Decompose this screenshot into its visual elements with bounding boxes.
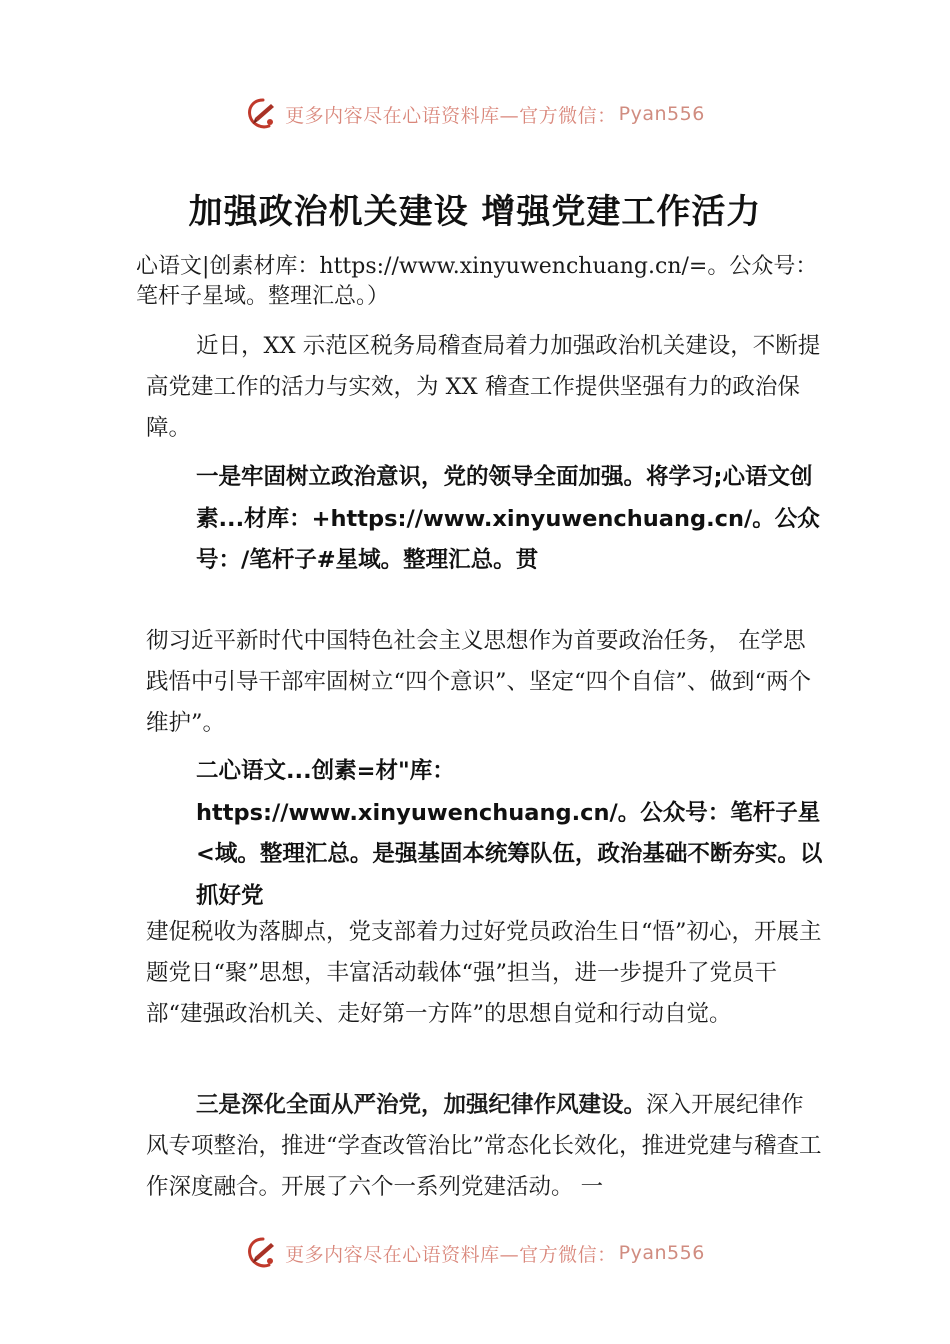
section-three-heading: 三是深化全面从严治党，加强纪律作风建设。 bbox=[196, 1092, 647, 1118]
page-title: 加强政治机关建设 增强党建工作活力 bbox=[188, 192, 762, 232]
banner-text: 更多内容尽在心语资料库—官方微信： bbox=[285, 1243, 617, 1266]
footer-watermark-banner bbox=[0, 1233, 950, 1273]
paragraph-intro bbox=[146, 326, 822, 449]
pen-swirl-logo-icon bbox=[245, 96, 281, 132]
pen-swirl-logo-icon bbox=[245, 1235, 281, 1271]
banner-text: 更多内容尽在心语资料库—官方微信： bbox=[285, 104, 617, 127]
section-one-heading: 一是牢固树立政治意识，党的领导全面加强。将学习;心语文创素...材库：+https://www.xinyuwenchuang.cn/。公众号：/笔杆子#星域。整理汇总。贯 bbox=[196, 464, 820, 573]
header-watermark-banner bbox=[0, 94, 950, 134]
paragraph-section-two: 建促税收为落脚点，党支部着力过好党员政治生日“悟”初心，开展主题党日“聚”思想，丰富活动载体“强”担当，进一步提升了党员干部“建强政治机关、走好第一方阵”的思想自觉和行动自觉。 bbox=[146, 919, 822, 1027]
paragraph-intro-text: 近日，XX 示范区税务局稽查局着力加强政治机关建设，不断提高党建工作的活力与实效，为 XX 稽查工作提供坚强有力的政治保障。 bbox=[146, 333, 821, 441]
section-three-text: 深入开展纪律作风专项整治，推进“学查改管治比”常态化长效化，推进党建与稽查工作深度融合。开展了六个一系列党建活动。 一 bbox=[146, 1092, 822, 1200]
source-note: 心语文|创素材库：https://www.xinyuwenchuang.cn/=。公众号：笔杆子星域。整理汇总。） bbox=[136, 254, 818, 309]
wechat-id: Pyan556 bbox=[618, 103, 705, 125]
wechat-id: Pyan556 bbox=[618, 1242, 705, 1264]
paragraph-section-three bbox=[146, 1085, 822, 1208]
paragraph-section-one: 彻习近平新时代中国特色社会主义思想作为首要政治任务， 在学思践悟中引导干部牢固树立“四个意识”、坚定“四个自信”、做到“两个维护”。 bbox=[146, 628, 812, 736]
section-two-heading: 二心语文...创素=材"库：https://www.xinyuwenchuang.cn/。公众号：笔杆子星<域。整理汇总。是强基固本统筹队伍，政治基础不断夯实。以抓好党 bbox=[196, 758, 823, 909]
